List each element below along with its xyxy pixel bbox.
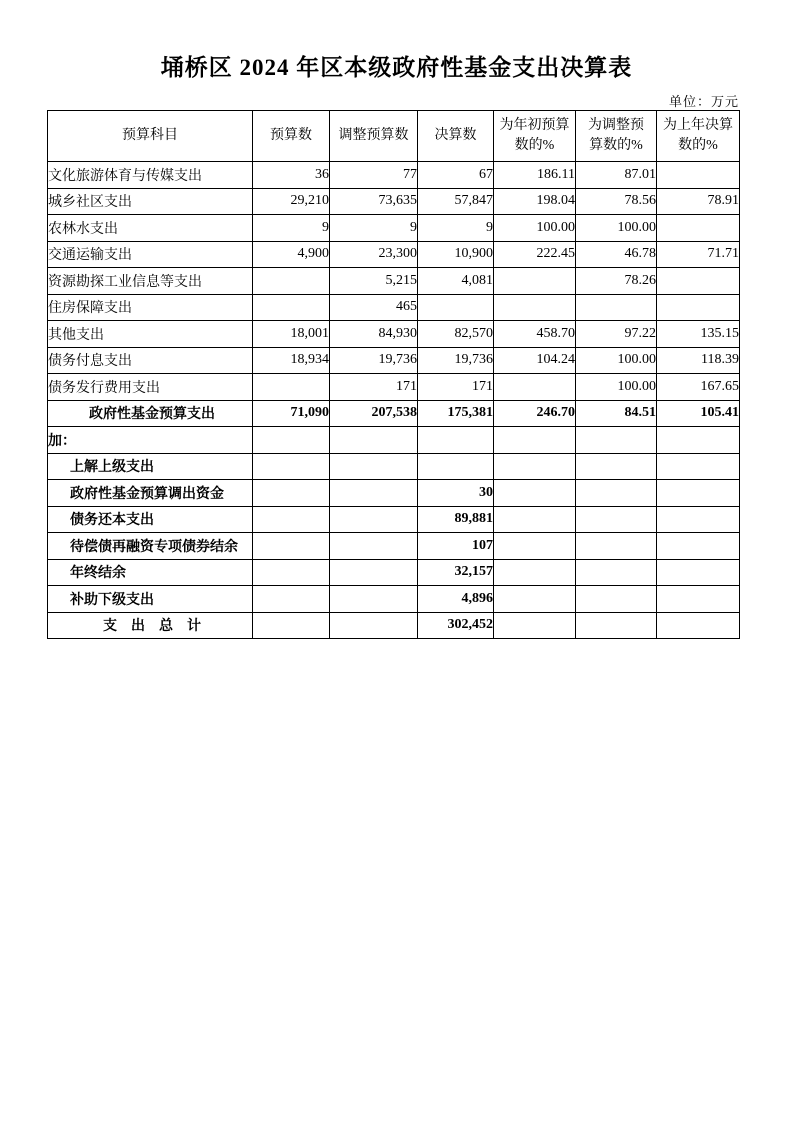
value-cell-pct-of-prev-year-final (657, 506, 740, 533)
value-cell-pct-of-initial-budget (494, 453, 576, 480)
value-cell-adjusted-budget (330, 480, 418, 507)
value-cell-pct-of-prev-year-final (657, 533, 740, 560)
value-cell-pct-of-initial-budget (494, 294, 576, 321)
table-row (48, 374, 740, 401)
value-cell-budget: 36 (253, 162, 330, 189)
col-header-pct-of-initial-budget-line2: 数的% (514, 138, 555, 153)
value-cell-pct-of-prev-year-final: 167.65 (657, 374, 740, 401)
subject-cell: 政府性基金预算支出 (48, 400, 253, 427)
value-cell-pct-of-initial-budget (494, 586, 576, 613)
value-cell-final-account: 4,081 (418, 268, 494, 295)
subject-cell: 年终结余 (48, 559, 253, 586)
col-header-pct-of-prev-year-final (657, 111, 740, 162)
value-cell-pct-of-prev-year-final (657, 215, 740, 242)
value-cell-pct-of-prev-year-final (657, 559, 740, 586)
value-cell-pct-of-initial-budget: 104.24 (494, 347, 576, 374)
subject-cell: 债务还本支出 (48, 506, 253, 533)
subject-cell: 待偿债再融资专项债券结余 (48, 533, 253, 560)
col-header-pct-of-adjusted-budget-line2: 算数的% (589, 138, 643, 153)
subject-cell: 债务发行费用支出 (48, 374, 253, 401)
table-row (48, 347, 740, 374)
subject-cell: 政府性基金预算调出资金 (48, 480, 253, 507)
value-cell-pct-of-adjusted-budget: 100.00 (576, 347, 657, 374)
value-cell-budget (253, 427, 330, 454)
value-cell-pct-of-initial-budget (494, 559, 576, 586)
value-cell-pct-of-adjusted-budget (576, 612, 657, 639)
value-cell-budget (253, 453, 330, 480)
subject-cell: 交通运输支出 (48, 241, 253, 268)
value-cell-adjusted-budget: 171 (330, 374, 418, 401)
value-cell-final-account: 10,900 (418, 241, 494, 268)
table-row (48, 321, 740, 348)
value-cell-pct-of-initial-budget (494, 612, 576, 639)
value-cell-pct-of-initial-budget: 186.11 (494, 162, 576, 189)
value-cell-budget: 4,900 (253, 241, 330, 268)
value-cell-budget: 18,001 (253, 321, 330, 348)
value-cell-adjusted-budget: 465 (330, 294, 418, 321)
unit-label: 单位：万元 (668, 94, 739, 109)
value-cell-final-account: 89,881 (418, 506, 494, 533)
value-cell-pct-of-adjusted-budget: 87.01 (576, 162, 657, 189)
col-header-pct-of-adjusted-budget (576, 111, 657, 162)
value-cell-pct-of-initial-budget: 458.70 (494, 321, 576, 348)
value-cell-adjusted-budget: 77 (330, 162, 418, 189)
table-row (48, 162, 740, 189)
col-header-subject-label: 预算科目 (122, 127, 178, 143)
value-cell-pct-of-adjusted-budget: 78.26 (576, 268, 657, 295)
value-cell-final-account: 175,381 (418, 400, 494, 427)
col-header-pct-of-prev-year-final-line2: 数的% (678, 138, 718, 153)
value-cell-pct-of-adjusted-budget (576, 559, 657, 586)
subject-cell: 补助下级支出 (48, 586, 253, 613)
value-cell-pct-of-adjusted-budget: 78.56 (576, 188, 657, 215)
value-cell-pct-of-adjusted-budget (576, 453, 657, 480)
table-row (48, 294, 740, 321)
value-cell-budget: 18,934 (253, 347, 330, 374)
value-cell-final-account: 171 (418, 374, 494, 401)
value-cell-pct-of-prev-year-final (657, 427, 740, 454)
value-cell-pct-of-initial-budget: 100.00 (494, 215, 576, 242)
value-cell-final-account: 9 (418, 215, 494, 242)
value-cell-adjusted-budget (330, 533, 418, 560)
table-row (48, 506, 740, 533)
value-cell-pct-of-prev-year-final (657, 162, 740, 189)
value-cell-final-account: 67 (418, 162, 494, 189)
value-cell-pct-of-initial-budget (494, 374, 576, 401)
value-cell-final-account: 57,847 (418, 188, 494, 215)
subject-cell: 文化旅游体育与传媒支出 (48, 162, 253, 189)
value-cell-pct-of-initial-budget: 198.04 (494, 188, 576, 215)
value-cell-pct-of-prev-year-final (657, 480, 740, 507)
value-cell-pct-of-adjusted-budget (576, 533, 657, 560)
value-cell-pct-of-prev-year-final: 118.39 (657, 347, 740, 374)
subject-cell: 住房保障支出 (48, 294, 253, 321)
value-cell-budget (253, 612, 330, 639)
table-row (48, 586, 740, 613)
value-cell-pct-of-adjusted-budget (576, 506, 657, 533)
subject-cell: 加： (48, 427, 253, 454)
value-cell-adjusted-budget: 5,215 (330, 268, 418, 295)
value-cell-budget: 9 (253, 215, 330, 242)
value-cell-final-account: 30 (418, 480, 494, 507)
value-cell-adjusted-budget: 19,736 (330, 347, 418, 374)
value-cell-pct-of-initial-budget: 246.70 (494, 400, 576, 427)
value-cell-adjusted-budget (330, 612, 418, 639)
value-cell-adjusted-budget: 84,930 (330, 321, 418, 348)
value-cell-final-account (418, 427, 494, 454)
value-cell-pct-of-initial-budget (494, 427, 576, 454)
table-row (48, 427, 740, 454)
col-header-pct-of-initial-budget (494, 111, 576, 162)
value-cell-budget (253, 533, 330, 560)
table-row (48, 188, 740, 215)
value-cell-pct-of-initial-budget (494, 480, 576, 507)
value-cell-pct-of-initial-budget (494, 506, 576, 533)
table-body (48, 162, 740, 639)
col-header-final-account-label: 决算数 (434, 127, 477, 143)
value-cell-final-account: 4,896 (418, 586, 494, 613)
subject-cell: 上解上级支出 (48, 453, 253, 480)
value-cell-pct-of-initial-budget (494, 533, 576, 560)
value-cell-pct-of-prev-year-final (657, 612, 740, 639)
col-header-pct-of-prev-year-final-line1: 为上年决算 (663, 117, 733, 133)
value-cell-pct-of-prev-year-final: 78.91 (657, 188, 740, 215)
value-cell-final-account (418, 294, 494, 321)
value-cell-pct-of-adjusted-budget (576, 586, 657, 613)
value-cell-adjusted-budget: 9 (330, 215, 418, 242)
table-row (48, 453, 740, 480)
value-cell-pct-of-adjusted-budget: 97.22 (576, 321, 657, 348)
value-cell-adjusted-budget (330, 453, 418, 480)
value-cell-final-account (418, 453, 494, 480)
value-cell-pct-of-prev-year-final (657, 294, 740, 321)
table-row (48, 268, 740, 295)
table-row (48, 241, 740, 268)
subject-cell: 支 出 总 计 (48, 612, 253, 639)
value-cell-final-account: 19,736 (418, 347, 494, 374)
value-cell-pct-of-prev-year-final (657, 268, 740, 295)
value-cell-adjusted-budget (330, 586, 418, 613)
col-header-budget-label: 预算数 (270, 127, 312, 143)
col-header-subject (48, 111, 253, 162)
value-cell-budget (253, 559, 330, 586)
header-row (48, 111, 740, 162)
value-cell-pct-of-adjusted-budget (576, 427, 657, 454)
value-cell-pct-of-prev-year-final: 71.71 (657, 241, 740, 268)
table-row (48, 480, 740, 507)
value-cell-pct-of-prev-year-final (657, 586, 740, 613)
value-cell-adjusted-budget: 73,635 (330, 188, 418, 215)
value-cell-final-account: 32,157 (418, 559, 494, 586)
value-cell-budget (253, 268, 330, 295)
value-cell-budget (253, 294, 330, 321)
subject-cell: 资源勘探工业信息等支出 (48, 268, 253, 295)
value-cell-budget (253, 506, 330, 533)
col-header-pct-of-adjusted-budget-line1: 为调整预 (588, 117, 644, 133)
value-cell-pct-of-initial-budget: 222.45 (494, 241, 576, 268)
col-header-budget (253, 111, 330, 162)
table-row (48, 559, 740, 586)
value-cell-pct-of-adjusted-budget (576, 294, 657, 321)
page-title: 埇桥区 2024 年区本级政府性基金支出决算表 (160, 55, 633, 80)
col-header-adjusted-budget (330, 111, 418, 162)
value-cell-adjusted-budget: 207,538 (330, 400, 418, 427)
value-cell-budget (253, 480, 330, 507)
value-cell-pct-of-adjusted-budget: 100.00 (576, 215, 657, 242)
value-cell-pct-of-prev-year-final: 105.41 (657, 400, 740, 427)
subject-cell: 农林水支出 (48, 215, 253, 242)
table-row (48, 612, 740, 639)
value-cell-pct-of-adjusted-budget: 100.00 (576, 374, 657, 401)
table-row (48, 400, 740, 427)
value-cell-adjusted-budget (330, 427, 418, 454)
budget-table (47, 110, 740, 639)
value-cell-budget (253, 374, 330, 401)
value-cell-pct-of-adjusted-budget: 84.51 (576, 400, 657, 427)
value-cell-pct-of-prev-year-final: 135.15 (657, 321, 740, 348)
col-header-adjusted-budget-label: 调整预算数 (338, 127, 409, 143)
table-row (48, 215, 740, 242)
value-cell-budget: 29,210 (253, 188, 330, 215)
value-cell-pct-of-adjusted-budget: 46.78 (576, 241, 657, 268)
value-cell-final-account: 302,452 (418, 612, 494, 639)
value-cell-adjusted-budget: 23,300 (330, 241, 418, 268)
subject-cell: 城乡社区支出 (48, 188, 253, 215)
value-cell-budget: 71,090 (253, 400, 330, 427)
table-row (48, 533, 740, 560)
value-cell-adjusted-budget (330, 559, 418, 586)
col-header-final-account (418, 111, 494, 162)
value-cell-pct-of-initial-budget (494, 268, 576, 295)
value-cell-final-account: 107 (418, 533, 494, 560)
subject-cell: 其他支出 (48, 321, 253, 348)
value-cell-budget (253, 586, 330, 613)
value-cell-pct-of-prev-year-final (657, 453, 740, 480)
subject-cell: 债务付息支出 (48, 347, 253, 374)
value-cell-pct-of-adjusted-budget (576, 480, 657, 507)
col-header-pct-of-initial-budget-line1: 为年初预算 (499, 117, 570, 133)
value-cell-final-account: 82,570 (418, 321, 494, 348)
value-cell-adjusted-budget (330, 506, 418, 533)
